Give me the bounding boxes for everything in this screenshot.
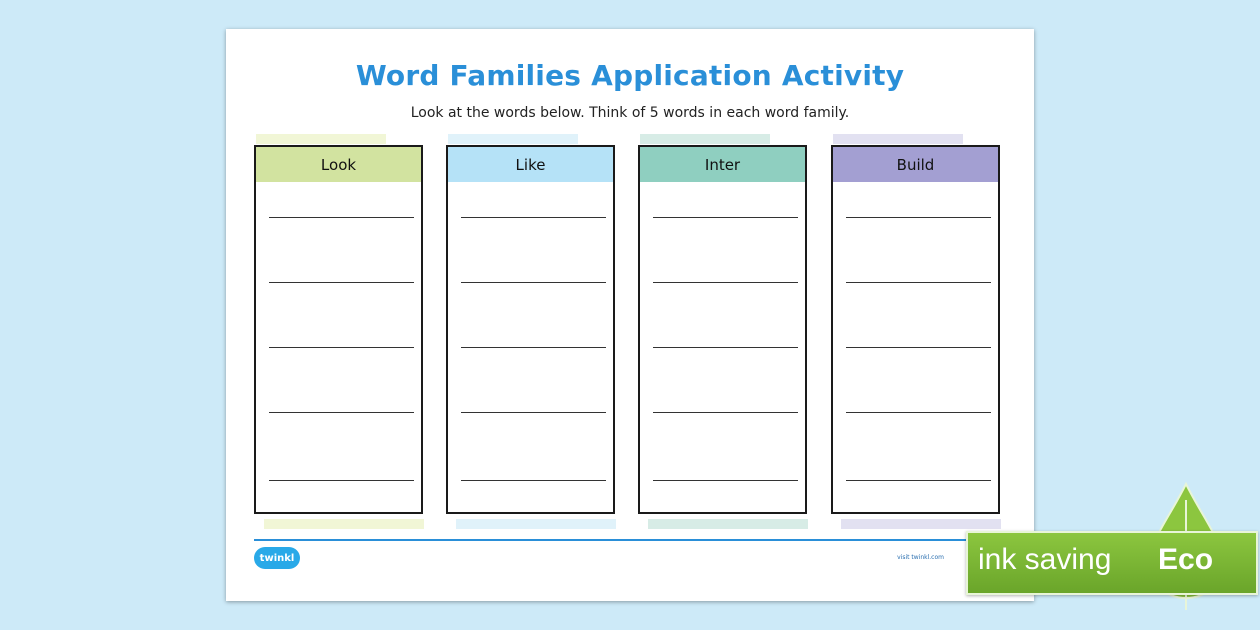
answer-line[interactable]	[653, 480, 798, 481]
word-family-column-build	[831, 134, 1007, 529]
twinkl-logo: twinkl	[254, 547, 300, 569]
word-family-column-look	[254, 134, 430, 529]
column-header: Build	[833, 147, 998, 182]
word-family-column-like	[446, 134, 622, 529]
answer-line[interactable]	[461, 282, 606, 283]
worksheet-page	[226, 29, 1034, 601]
answer-line[interactable]	[461, 217, 606, 218]
answer-line[interactable]	[653, 347, 798, 348]
answer-line[interactable]	[846, 480, 991, 481]
page-title: Word Families Application Activity	[355, 59, 905, 92]
answer-line[interactable]	[269, 217, 414, 218]
tape-top	[256, 134, 386, 144]
answer-line[interactable]	[846, 217, 991, 218]
instructions: Look at the words below. Think of 5 words in each word family.	[410, 105, 850, 121]
tape-bottom	[841, 519, 1001, 529]
column-card	[446, 145, 615, 514]
column-card	[638, 145, 807, 514]
tape-bottom	[264, 519, 424, 529]
answer-line[interactable]	[461, 480, 606, 481]
column-header: Inter	[640, 147, 805, 182]
column-header: Look	[256, 147, 421, 182]
answer-line[interactable]	[269, 282, 414, 283]
tape-top	[448, 134, 578, 144]
answer-line[interactable]	[846, 282, 991, 283]
answer-line[interactable]	[461, 412, 606, 413]
answer-line[interactable]	[269, 480, 414, 481]
visit-link[interactable]: visit twinkl.com	[897, 554, 944, 561]
answer-line[interactable]	[269, 412, 414, 413]
eco-label: Eco	[1158, 543, 1214, 576]
answer-line[interactable]	[653, 282, 798, 283]
column-header: Like	[448, 147, 613, 182]
answer-line[interactable]	[653, 412, 798, 413]
answer-line[interactable]	[653, 217, 798, 218]
ink-saving-label: ink saving	[978, 543, 1112, 576]
answer-line[interactable]	[269, 347, 414, 348]
answer-line[interactable]	[461, 347, 606, 348]
tape-bottom	[456, 519, 616, 529]
word-family-column-inter	[638, 134, 814, 529]
answer-line[interactable]	[846, 347, 991, 348]
tape-bottom	[648, 519, 808, 529]
column-card	[254, 145, 423, 514]
column-card	[831, 145, 1000, 514]
tape-top	[833, 134, 963, 144]
tape-top	[640, 134, 770, 144]
footer-divider	[254, 539, 1006, 541]
ink-saving-eco-badge	[966, 531, 1258, 595]
answer-line[interactable]	[846, 412, 991, 413]
